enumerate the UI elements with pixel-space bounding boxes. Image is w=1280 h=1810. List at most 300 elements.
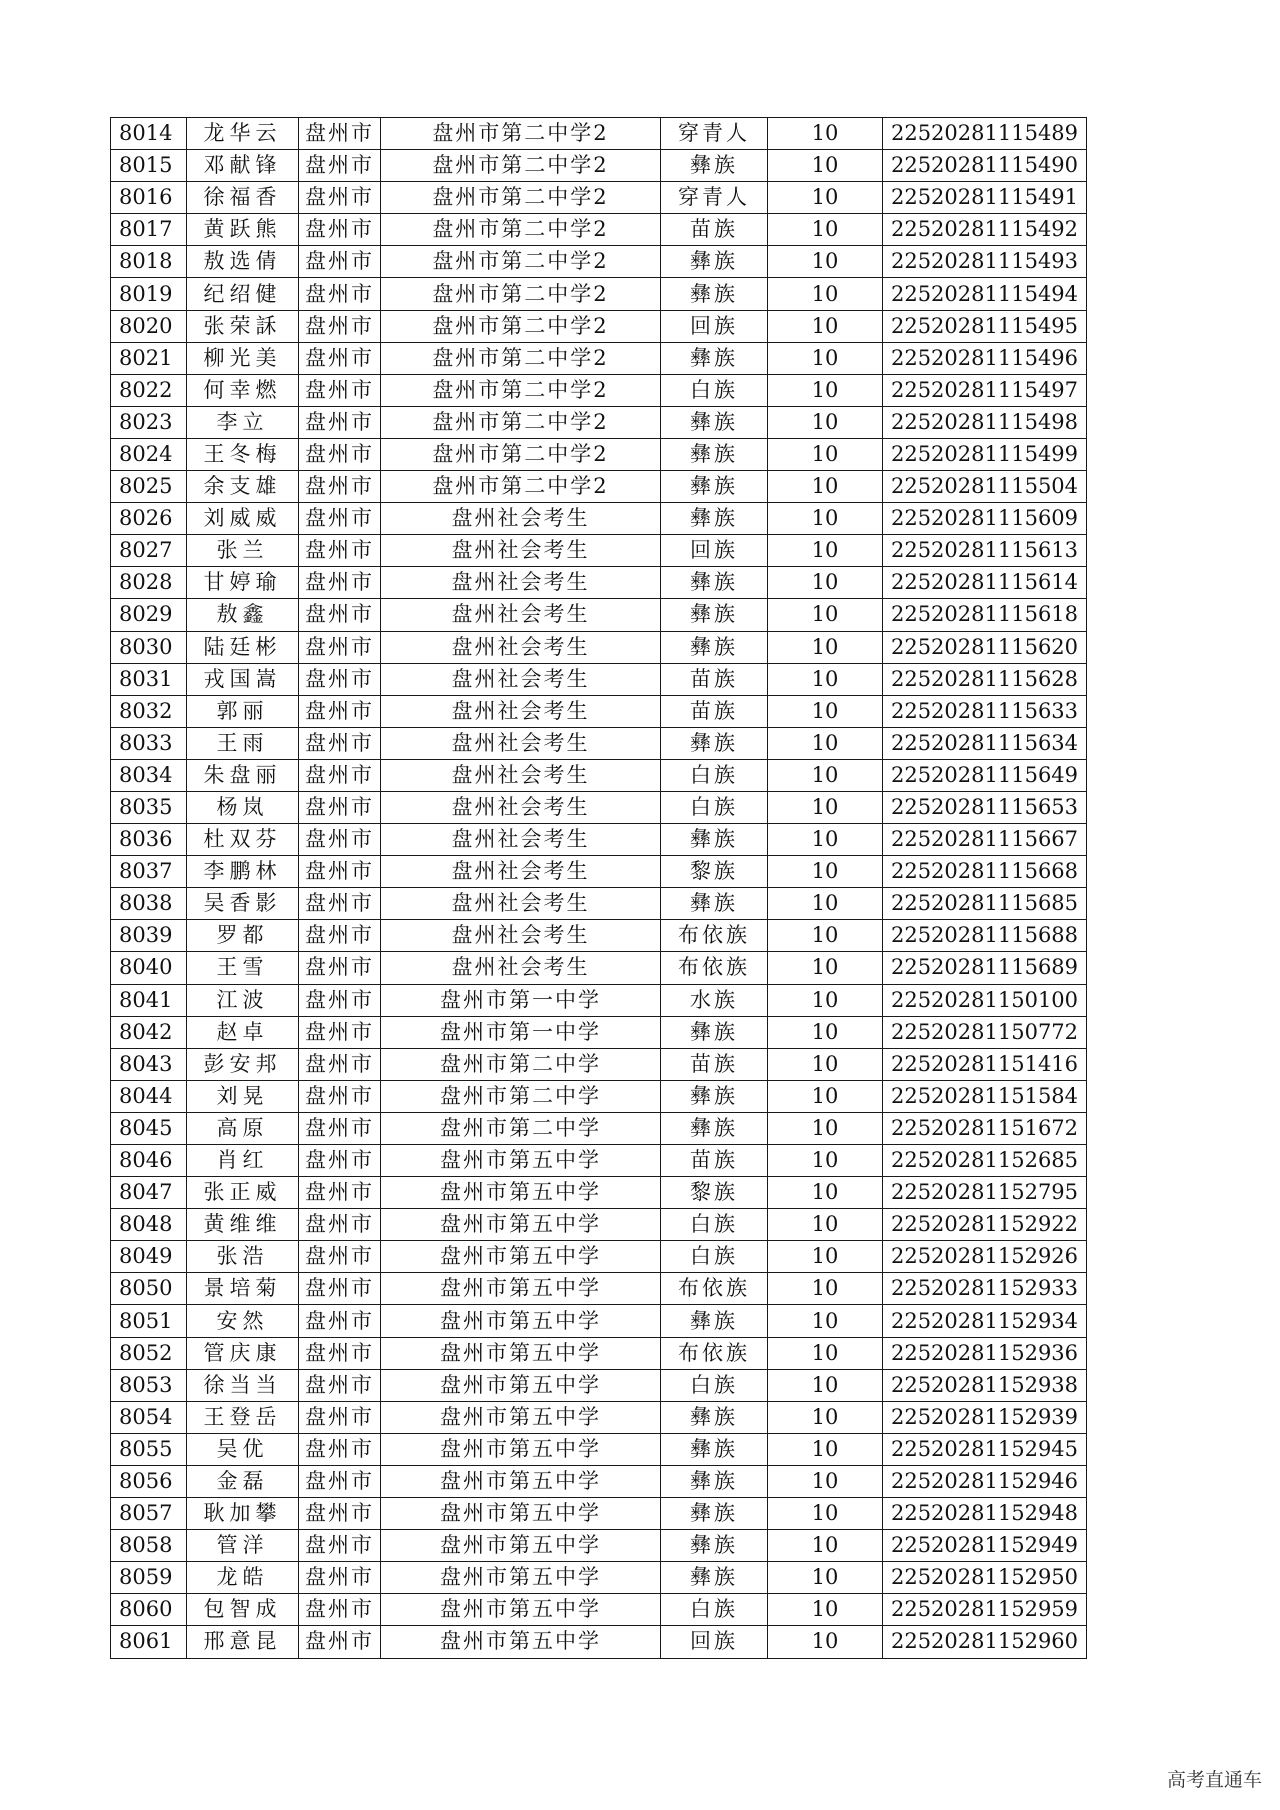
- exam-number-cell: 22520281152933: [883, 1273, 1087, 1305]
- exam-number-cell: 22520281152938: [883, 1369, 1087, 1401]
- city-cell: 盘州市: [299, 888, 381, 920]
- exam-number-cell: 22520281115496: [883, 342, 1087, 374]
- table-row: [111, 695, 1087, 727]
- exam-number-cell: 22520281115489: [883, 118, 1087, 150]
- serial-number-cell: 8036: [111, 824, 187, 856]
- ethnicity-cell: 苗族: [661, 214, 768, 246]
- table-row: [111, 1626, 1087, 1658]
- score-cell: 10: [768, 1337, 883, 1369]
- ethnicity-cell: 白族: [661, 1241, 768, 1273]
- serial-number-cell: 8051: [111, 1305, 187, 1337]
- exam-number-cell: 22520281115653: [883, 791, 1087, 823]
- serial-number-cell: 8053: [111, 1369, 187, 1401]
- school-cell: 盘州市第二中学: [381, 1048, 661, 1080]
- school-cell: 盘州市第五中学: [381, 1209, 661, 1241]
- table-row: [111, 1530, 1087, 1562]
- table-row: [111, 1594, 1087, 1626]
- table-row: [111, 920, 1087, 952]
- city-cell: 盘州市: [299, 1273, 381, 1305]
- ethnicity-cell: 白族: [661, 1594, 768, 1626]
- serial-number-cell: 8017: [111, 214, 187, 246]
- city-cell: 盘州市: [299, 406, 381, 438]
- city-cell: 盘州市: [299, 984, 381, 1016]
- score-cell: 10: [768, 759, 883, 791]
- school-cell: 盘州社会考生: [381, 920, 661, 952]
- serial-number-cell: 8058: [111, 1530, 187, 1562]
- school-cell: 盘州社会考生: [381, 599, 661, 631]
- school-cell: 盘州市第二中学2: [381, 214, 661, 246]
- table-row: [111, 246, 1087, 278]
- exam-number-cell: 22520281152922: [883, 1209, 1087, 1241]
- exam-number-cell: 22520281115649: [883, 759, 1087, 791]
- city-cell: 盘州市: [299, 1112, 381, 1144]
- ethnicity-cell: 穿青人: [661, 118, 768, 150]
- school-cell: 盘州市第二中学: [381, 1112, 661, 1144]
- ethnicity-cell: 苗族: [661, 695, 768, 727]
- city-cell: 盘州市: [299, 824, 381, 856]
- student-name-cell: 余支雄: [187, 471, 299, 503]
- serial-number-cell: 8047: [111, 1177, 187, 1209]
- score-cell: 10: [768, 888, 883, 920]
- score-cell: 10: [768, 1048, 883, 1080]
- exam-number-cell: 22520281115620: [883, 631, 1087, 663]
- city-cell: 盘州市: [299, 759, 381, 791]
- exam-number-cell: 22520281151584: [883, 1080, 1087, 1112]
- serial-number-cell: 8060: [111, 1594, 187, 1626]
- table-row: [111, 791, 1087, 823]
- serial-number-cell: 8057: [111, 1498, 187, 1530]
- school-cell: 盘州市第五中学: [381, 1241, 661, 1273]
- student-name-cell: 张浩: [187, 1241, 299, 1273]
- city-cell: 盘州市: [299, 1369, 381, 1401]
- city-cell: 盘州市: [299, 599, 381, 631]
- score-cell: 10: [768, 150, 883, 182]
- table-row: [111, 663, 1087, 695]
- exam-number-cell: 22520281115492: [883, 214, 1087, 246]
- table-row: [111, 342, 1087, 374]
- table-row: [111, 1048, 1087, 1080]
- exam-number-cell: 22520281115609: [883, 503, 1087, 535]
- ethnicity-cell: 彝族: [661, 471, 768, 503]
- exam-number-cell: 22520281115495: [883, 310, 1087, 342]
- score-cell: 10: [768, 952, 883, 984]
- school-cell: 盘州市第一中学: [381, 984, 661, 1016]
- score-cell: 10: [768, 342, 883, 374]
- student-name-cell: 管庆康: [187, 1337, 299, 1369]
- ethnicity-cell: 彝族: [661, 406, 768, 438]
- score-cell: 10: [768, 1626, 883, 1658]
- ethnicity-cell: 苗族: [661, 1145, 768, 1177]
- exam-number-cell: 22520281152685: [883, 1145, 1087, 1177]
- serial-number-cell: 8019: [111, 278, 187, 310]
- score-cell: 10: [768, 984, 883, 1016]
- student-name-cell: 何幸燃: [187, 374, 299, 406]
- table-row: [111, 1305, 1087, 1337]
- serial-number-cell: 8021: [111, 342, 187, 374]
- school-cell: 盘州社会考生: [381, 695, 661, 727]
- score-cell: 10: [768, 310, 883, 342]
- table-row: [111, 535, 1087, 567]
- student-name-cell: 刘威威: [187, 503, 299, 535]
- exam-number-cell: 22520281152939: [883, 1401, 1087, 1433]
- table-row: [111, 406, 1087, 438]
- serial-number-cell: 8020: [111, 310, 187, 342]
- exam-number-cell: 22520281115491: [883, 182, 1087, 214]
- serial-number-cell: 8024: [111, 438, 187, 470]
- table-row: [111, 856, 1087, 888]
- exam-number-cell: 22520281115688: [883, 920, 1087, 952]
- serial-number-cell: 8025: [111, 471, 187, 503]
- city-cell: 盘州市: [299, 695, 381, 727]
- ethnicity-cell: 苗族: [661, 663, 768, 695]
- ethnicity-cell: 回族: [661, 1626, 768, 1658]
- ethnicity-cell: 水族: [661, 984, 768, 1016]
- score-cell: 10: [768, 663, 883, 695]
- city-cell: 盘州市: [299, 1465, 381, 1497]
- exam-number-cell: 22520281152959: [883, 1594, 1087, 1626]
- student-name-cell: 陆廷彬: [187, 631, 299, 663]
- student-name-cell: 张兰: [187, 535, 299, 567]
- table-row: [111, 310, 1087, 342]
- city-cell: 盘州市: [299, 1177, 381, 1209]
- score-cell: 10: [768, 695, 883, 727]
- student-name-cell: 纪绍健: [187, 278, 299, 310]
- score-cell: 10: [768, 631, 883, 663]
- table-row: [111, 1016, 1087, 1048]
- student-name-cell: 赵卓: [187, 1016, 299, 1048]
- student-name-cell: 王雪: [187, 952, 299, 984]
- city-cell: 盘州市: [299, 438, 381, 470]
- table-row: [111, 1241, 1087, 1273]
- ethnicity-cell: 白族: [661, 1369, 768, 1401]
- score-cell: 10: [768, 1273, 883, 1305]
- serial-number-cell: 8055: [111, 1433, 187, 1465]
- school-cell: 盘州市第五中学: [381, 1305, 661, 1337]
- city-cell: 盘州市: [299, 1530, 381, 1562]
- serial-number-cell: 8014: [111, 118, 187, 150]
- serial-number-cell: 8052: [111, 1337, 187, 1369]
- student-name-cell: 包智成: [187, 1594, 299, 1626]
- serial-number-cell: 8044: [111, 1080, 187, 1112]
- table-row: [111, 1562, 1087, 1594]
- watermark: 高考直通车: [1166, 1769, 1262, 1791]
- city-cell: 盘州市: [299, 1433, 381, 1465]
- score-cell: 10: [768, 1016, 883, 1048]
- table-row: [111, 1369, 1087, 1401]
- school-cell: 盘州社会考生: [381, 631, 661, 663]
- table-row: [111, 1433, 1087, 1465]
- student-name-cell: 耿加攀: [187, 1498, 299, 1530]
- table-row: [111, 182, 1087, 214]
- ethnicity-cell: 彝族: [661, 246, 768, 278]
- ethnicity-cell: 彝族: [661, 1016, 768, 1048]
- school-cell: 盘州市第二中学2: [381, 406, 661, 438]
- table-row: [111, 150, 1087, 182]
- student-name-cell: 安然: [187, 1305, 299, 1337]
- serial-number-cell: 8061: [111, 1626, 187, 1658]
- city-cell: 盘州市: [299, 1305, 381, 1337]
- school-cell: 盘州市第五中学: [381, 1626, 661, 1658]
- score-cell: 10: [768, 1465, 883, 1497]
- ethnicity-cell: 穿青人: [661, 182, 768, 214]
- exam-number-cell: 22520281115685: [883, 888, 1087, 920]
- exam-number-cell: 22520281115668: [883, 856, 1087, 888]
- ethnicity-cell: 黎族: [661, 856, 768, 888]
- score-cell: 10: [768, 118, 883, 150]
- school-cell: 盘州市第五中学: [381, 1498, 661, 1530]
- table-row: [111, 118, 1087, 150]
- ethnicity-cell: 彝族: [661, 438, 768, 470]
- city-cell: 盘州市: [299, 503, 381, 535]
- serial-number-cell: 8037: [111, 856, 187, 888]
- exam-number-cell: 22520281152948: [883, 1498, 1087, 1530]
- ethnicity-cell: 彝族: [661, 1465, 768, 1497]
- student-name-cell: 金磊: [187, 1465, 299, 1497]
- table-row: [111, 1145, 1087, 1177]
- city-cell: 盘州市: [299, 1080, 381, 1112]
- student-name-cell: 戎国嵩: [187, 663, 299, 695]
- school-cell: 盘州社会考生: [381, 952, 661, 984]
- student-name-cell: 管洋: [187, 1530, 299, 1562]
- student-name-cell: 李鹏林: [187, 856, 299, 888]
- ethnicity-cell: 彝族: [661, 342, 768, 374]
- city-cell: 盘州市: [299, 1594, 381, 1626]
- school-cell: 盘州社会考生: [381, 888, 661, 920]
- school-cell: 盘州社会考生: [381, 567, 661, 599]
- serial-number-cell: 8029: [111, 599, 187, 631]
- score-cell: 10: [768, 1433, 883, 1465]
- exam-number-cell: 22520281115490: [883, 150, 1087, 182]
- score-cell: 10: [768, 1209, 883, 1241]
- score-cell: 10: [768, 246, 883, 278]
- school-cell: 盘州市第五中学: [381, 1177, 661, 1209]
- ethnicity-cell: 布依族: [661, 920, 768, 952]
- student-name-cell: 吴香影: [187, 888, 299, 920]
- exam-number-cell: 22520281152934: [883, 1305, 1087, 1337]
- city-cell: 盘州市: [299, 310, 381, 342]
- exam-number-cell: 22520281152950: [883, 1562, 1087, 1594]
- table-row: [111, 631, 1087, 663]
- student-name-cell: 罗都: [187, 920, 299, 952]
- school-cell: 盘州市第五中学: [381, 1273, 661, 1305]
- ethnicity-cell: 白族: [661, 1209, 768, 1241]
- school-cell: 盘州市第五中学: [381, 1594, 661, 1626]
- ethnicity-cell: 彝族: [661, 1530, 768, 1562]
- school-cell: 盘州市第二中学2: [381, 150, 661, 182]
- serial-number-cell: 8026: [111, 503, 187, 535]
- score-cell: 10: [768, 471, 883, 503]
- exam-number-cell: 22520281115498: [883, 406, 1087, 438]
- serial-number-cell: 8049: [111, 1241, 187, 1273]
- ethnicity-cell: 彝族: [661, 278, 768, 310]
- city-cell: 盘州市: [299, 791, 381, 823]
- table-row: [111, 471, 1087, 503]
- student-name-cell: 柳光美: [187, 342, 299, 374]
- score-cell: 10: [768, 824, 883, 856]
- exam-number-cell: 22520281115493: [883, 246, 1087, 278]
- city-cell: 盘州市: [299, 214, 381, 246]
- serial-number-cell: 8048: [111, 1209, 187, 1241]
- table-row: [111, 888, 1087, 920]
- exam-number-cell: 22520281150100: [883, 984, 1087, 1016]
- exam-number-cell: 22520281152960: [883, 1626, 1087, 1658]
- student-name-cell: 高原: [187, 1112, 299, 1144]
- exam-number-cell: 22520281151672: [883, 1112, 1087, 1144]
- student-name-cell: 龙皓: [187, 1562, 299, 1594]
- ethnicity-cell: 彝族: [661, 1498, 768, 1530]
- school-cell: 盘州市第二中学2: [381, 374, 661, 406]
- student-name-cell: 吴优: [187, 1433, 299, 1465]
- ethnicity-cell: 彝族: [661, 824, 768, 856]
- ethnicity-cell: 彝族: [661, 1080, 768, 1112]
- ethnicity-cell: 彝族: [661, 1433, 768, 1465]
- exam-number-cell: 22520281115633: [883, 695, 1087, 727]
- ethnicity-cell: 布依族: [661, 952, 768, 984]
- serial-number-cell: 8034: [111, 759, 187, 791]
- school-cell: 盘州市第五中学: [381, 1145, 661, 1177]
- serial-number-cell: 8039: [111, 920, 187, 952]
- exam-number-cell: 22520281115667: [883, 824, 1087, 856]
- score-cell: 10: [768, 214, 883, 246]
- score-cell: 10: [768, 278, 883, 310]
- score-cell: 10: [768, 406, 883, 438]
- serial-number-cell: 8038: [111, 888, 187, 920]
- city-cell: 盘州市: [299, 246, 381, 278]
- serial-number-cell: 8059: [111, 1562, 187, 1594]
- city-cell: 盘州市: [299, 920, 381, 952]
- score-cell: 10: [768, 1112, 883, 1144]
- school-cell: 盘州市第二中学: [381, 1080, 661, 1112]
- ethnicity-cell: 彝族: [661, 599, 768, 631]
- school-cell: 盘州市第二中学2: [381, 246, 661, 278]
- student-name-cell: 朱盘丽: [187, 759, 299, 791]
- serial-number-cell: 8015: [111, 150, 187, 182]
- student-name-cell: 彭安邦: [187, 1048, 299, 1080]
- table-row: [111, 214, 1087, 246]
- table-row: [111, 1273, 1087, 1305]
- table-row: [111, 1401, 1087, 1433]
- ethnicity-cell: 白族: [661, 374, 768, 406]
- ethnicity-cell: 彝族: [661, 1401, 768, 1433]
- city-cell: 盘州市: [299, 1048, 381, 1080]
- school-cell: 盘州社会考生: [381, 759, 661, 791]
- city-cell: 盘州市: [299, 342, 381, 374]
- school-cell: 盘州市第二中学2: [381, 342, 661, 374]
- school-cell: 盘州市第五中学: [381, 1465, 661, 1497]
- school-cell: 盘州社会考生: [381, 503, 661, 535]
- student-name-cell: 刘晃: [187, 1080, 299, 1112]
- exam-number-cell: 22520281151416: [883, 1048, 1087, 1080]
- serial-number-cell: 8032: [111, 695, 187, 727]
- exam-number-cell: 22520281115497: [883, 374, 1087, 406]
- student-name-cell: 王雨: [187, 727, 299, 759]
- score-cell: 10: [768, 1145, 883, 1177]
- exam-number-cell: 22520281152945: [883, 1433, 1087, 1465]
- score-cell: 10: [768, 535, 883, 567]
- serial-number-cell: 8033: [111, 727, 187, 759]
- serial-number-cell: 8016: [111, 182, 187, 214]
- score-cell: 10: [768, 727, 883, 759]
- exam-number-cell: 22520281152936: [883, 1337, 1087, 1369]
- city-cell: 盘州市: [299, 278, 381, 310]
- school-cell: 盘州市第五中学: [381, 1401, 661, 1433]
- ethnicity-cell: 彝族: [661, 1112, 768, 1144]
- serial-number-cell: 8042: [111, 1016, 187, 1048]
- table-row: [111, 1337, 1087, 1369]
- serial-number-cell: 8040: [111, 952, 187, 984]
- score-cell: 10: [768, 1241, 883, 1273]
- exam-number-cell: 22520281152946: [883, 1465, 1087, 1497]
- table-row: [111, 374, 1087, 406]
- city-cell: 盘州市: [299, 952, 381, 984]
- ethnicity-cell: 彝族: [661, 888, 768, 920]
- student-name-cell: 杜双芬: [187, 824, 299, 856]
- student-name-cell: 郭丽: [187, 695, 299, 727]
- ethnicity-cell: 彝族: [661, 1305, 768, 1337]
- exam-number-cell: 22520281115618: [883, 599, 1087, 631]
- ethnicity-cell: 苗族: [661, 1048, 768, 1080]
- school-cell: 盘州市第五中学: [381, 1562, 661, 1594]
- exam-number-cell: 22520281152926: [883, 1241, 1087, 1273]
- city-cell: 盘州市: [299, 1016, 381, 1048]
- school-cell: 盘州市第二中学2: [381, 118, 661, 150]
- exam-number-cell: 22520281150772: [883, 1016, 1087, 1048]
- school-cell: 盘州市第二中学2: [381, 471, 661, 503]
- city-cell: 盘州市: [299, 1562, 381, 1594]
- ethnicity-cell: 白族: [661, 791, 768, 823]
- serial-number-cell: 8028: [111, 567, 187, 599]
- school-cell: 盘州市第五中学: [381, 1337, 661, 1369]
- score-cell: 10: [768, 1177, 883, 1209]
- table-row: [111, 759, 1087, 791]
- exam-number-cell: 22520281115634: [883, 727, 1087, 759]
- student-name-cell: 肖红: [187, 1145, 299, 1177]
- table-row: [111, 1209, 1087, 1241]
- city-cell: 盘州市: [299, 118, 381, 150]
- serial-number-cell: 8056: [111, 1465, 187, 1497]
- serial-number-cell: 8045: [111, 1112, 187, 1144]
- city-cell: 盘州市: [299, 1145, 381, 1177]
- student-name-cell: 黄跃熊: [187, 214, 299, 246]
- city-cell: 盘州市: [299, 1209, 381, 1241]
- school-cell: 盘州市第二中学2: [381, 310, 661, 342]
- table-body: [111, 118, 1087, 1659]
- score-cell: 10: [768, 856, 883, 888]
- exam-number-cell: 22520281115504: [883, 471, 1087, 503]
- serial-number-cell: 8050: [111, 1273, 187, 1305]
- serial-number-cell: 8041: [111, 984, 187, 1016]
- city-cell: 盘州市: [299, 727, 381, 759]
- city-cell: 盘州市: [299, 374, 381, 406]
- ethnicity-cell: 回族: [661, 310, 768, 342]
- serial-number-cell: 8023: [111, 406, 187, 438]
- serial-number-cell: 8030: [111, 631, 187, 663]
- student-name-cell: 邢意昆: [187, 1626, 299, 1658]
- ethnicity-cell: 白族: [661, 759, 768, 791]
- serial-number-cell: 8022: [111, 374, 187, 406]
- serial-number-cell: 8027: [111, 535, 187, 567]
- ethnicity-cell: 彝族: [661, 727, 768, 759]
- serial-number-cell: 8054: [111, 1401, 187, 1433]
- ethnicity-cell: 回族: [661, 535, 768, 567]
- ethnicity-cell: 彝族: [661, 1562, 768, 1594]
- ethnicity-cell: 布依族: [661, 1337, 768, 1369]
- serial-number-cell: 8018: [111, 246, 187, 278]
- exam-number-cell: 22520281115628: [883, 663, 1087, 695]
- score-cell: 10: [768, 1080, 883, 1112]
- table-row: [111, 984, 1087, 1016]
- student-name-cell: 景培菊: [187, 1273, 299, 1305]
